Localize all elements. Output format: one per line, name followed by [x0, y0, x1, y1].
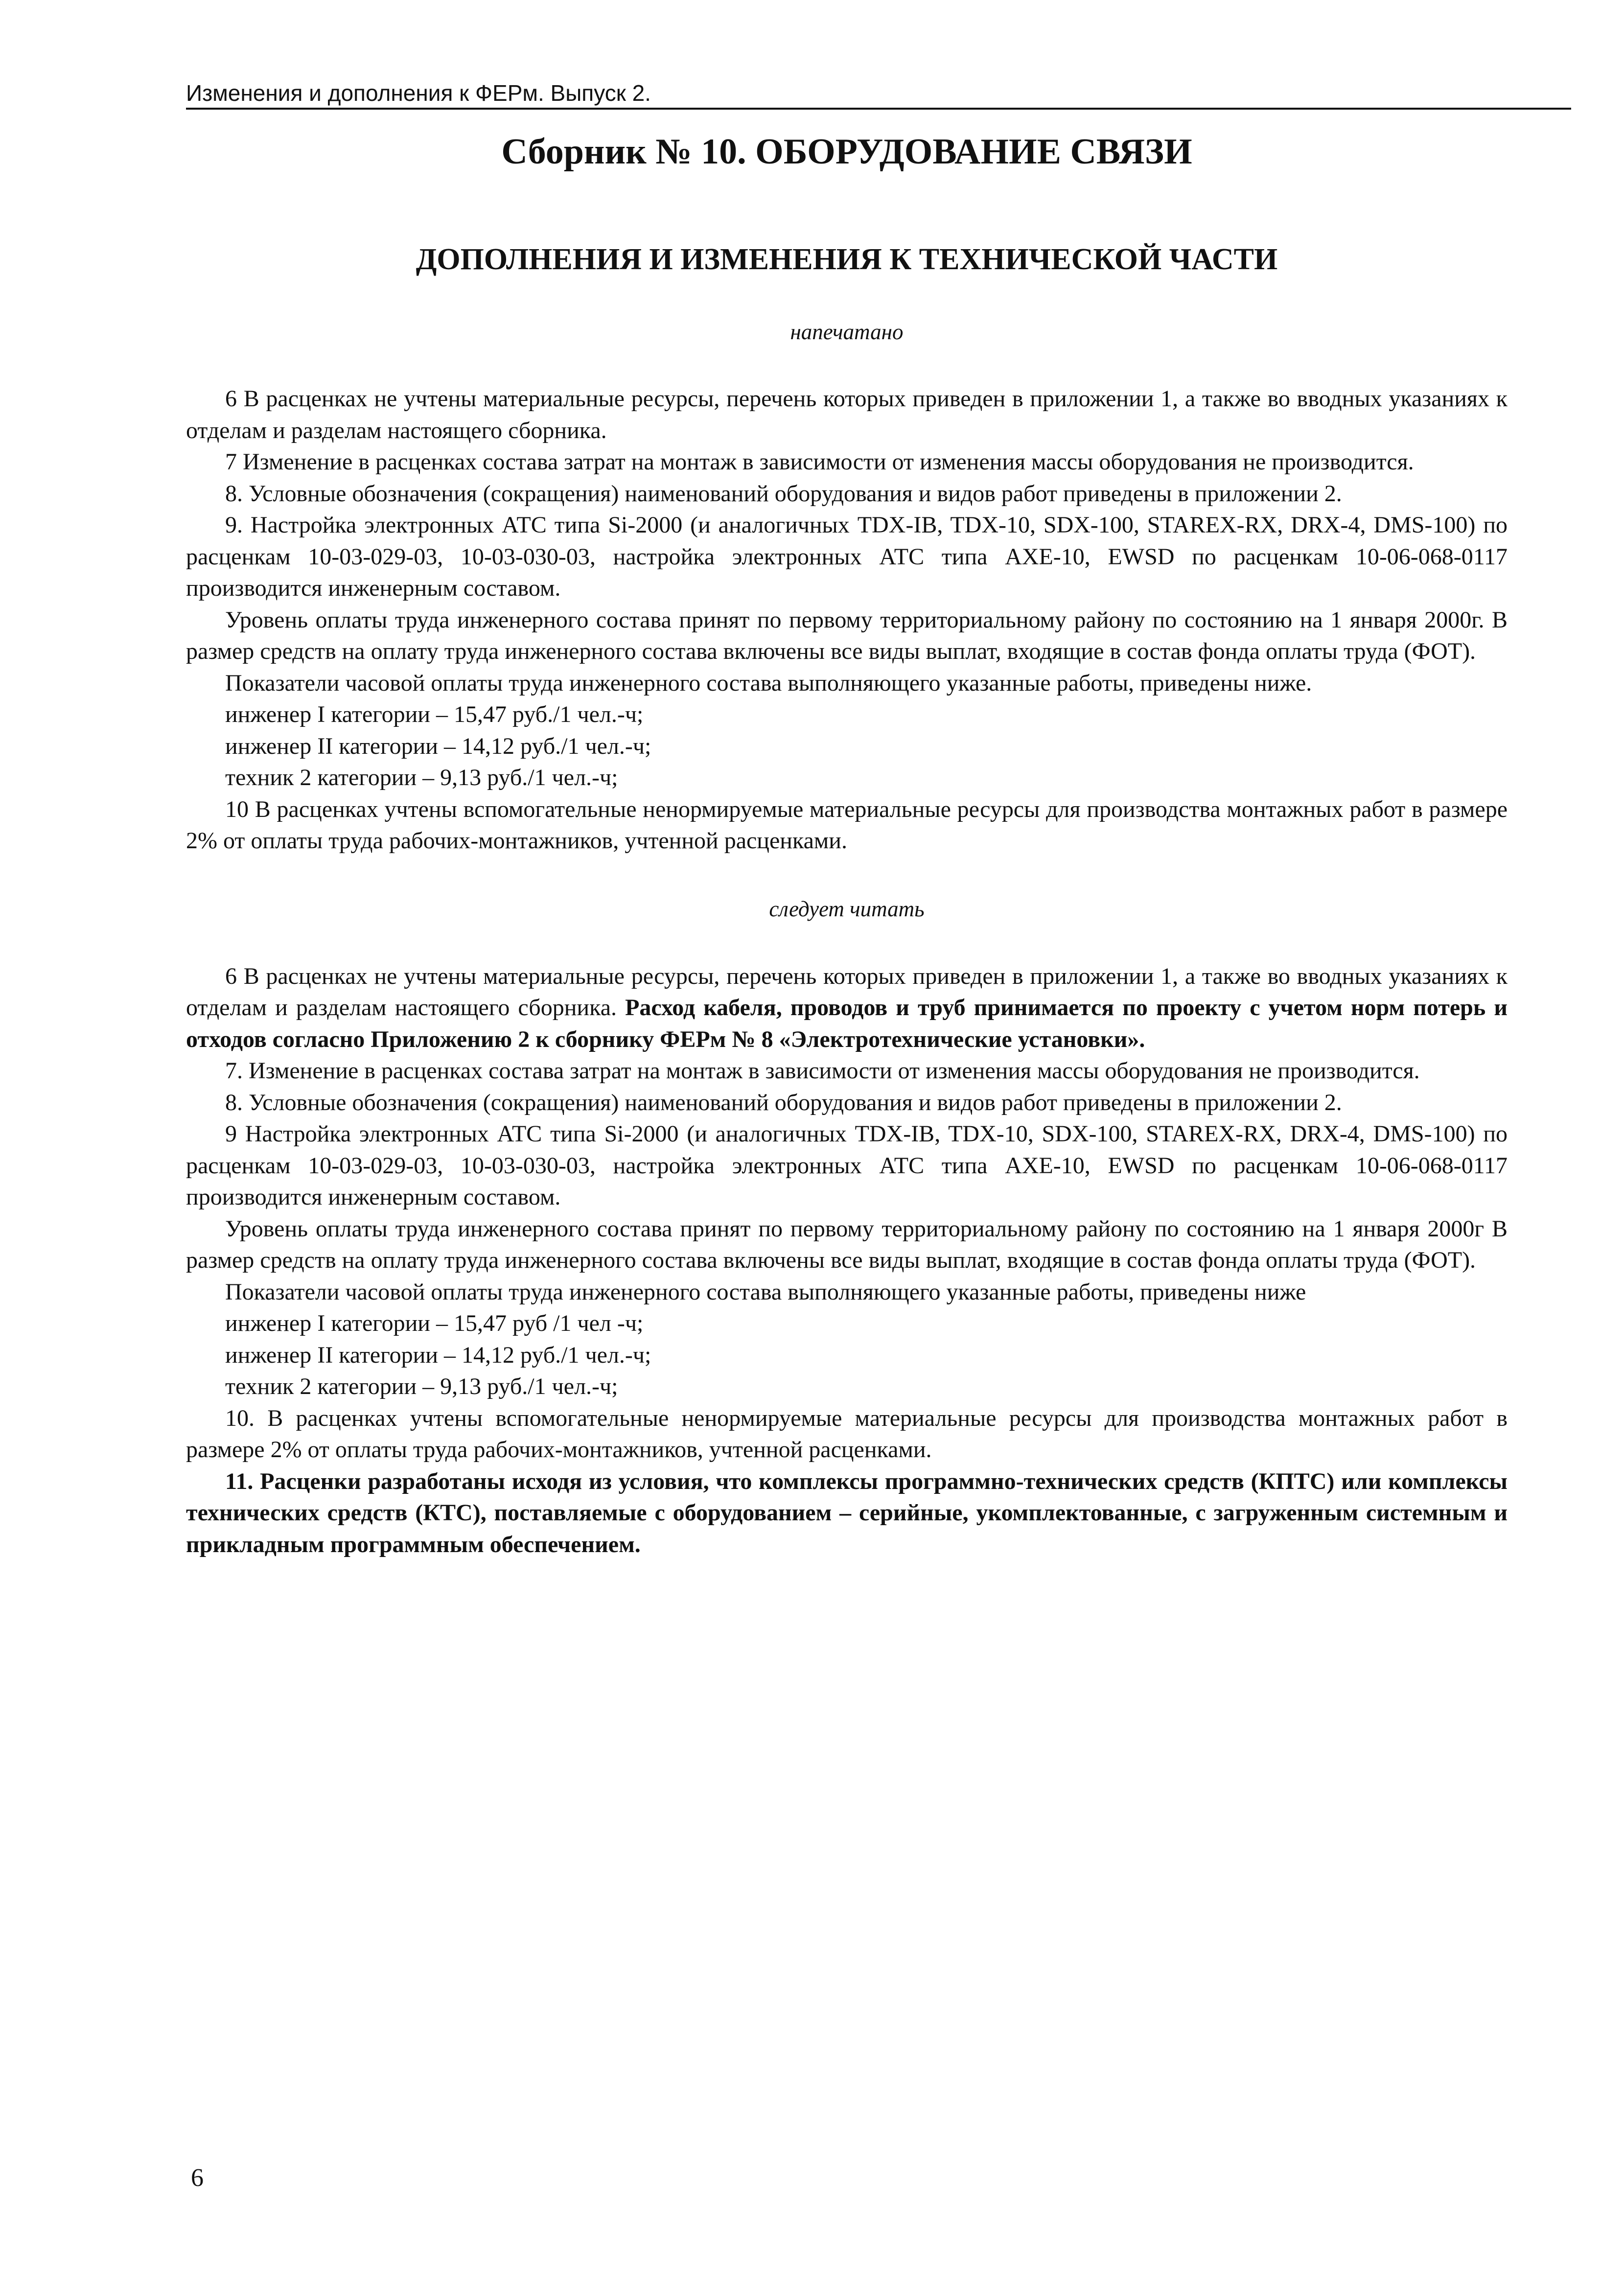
document-body — [186, 130, 1508, 1560]
section-subtitle: ДОПОЛНЕНИЯ И ИЗМЕНЕНИЯ К ТЕХНИЧЕСКОЙ ЧАСТИ — [416, 243, 1278, 276]
corrected-paragraph-7: 7. Изменение в расценках состава затрат на монтаж в зависимости от изменения массы оборудования не производится. — [225, 1058, 1420, 1084]
corrected-paragraph-6 — [186, 961, 1508, 1056]
corrected-rate-engineer-1: инженер I категории – 15,47 руб /1 чел -ч; — [225, 1310, 644, 1336]
printed-paragraph-7: 7 Изменение в расценках состава затрат на монтаж в зависимости от изменения массы оборудования не производится. — [225, 449, 1414, 475]
printed-paragraph-6: 6 В расценках не учтены материальные ресурсы, перечень которых приведен в приложении 1, а также во вводных указаниях к отделам и разделам настоящего сборника. — [186, 386, 1508, 443]
corrected-paragraph-11: 11. Расценки разработаны исходя из условия, что комплексы программно-технических средств (КПТС) или комплексы технических средств (КТС), поставляемые с оборудованием – серийные, укомплектованные, с загруженным системным и прикладным программным обеспечением. — [186, 1468, 1508, 1557]
collection-title: Сборник № 10. ОБОРУДОВАНИЕ СВЯЗИ — [501, 132, 1192, 172]
running-header: Изменения и дополнения к ФЕРм. Выпуск 2. — [186, 78, 1571, 110]
corrected-paragraph-9: 9 Настройка электронных АТС типа Si-2000 (и аналогичных TDX-IB, TDX-10, SDX-100, STAREX-RX, DRX-4, DMS-100) по расценкам 10-03-029-03, 10-03-030-03, настройка электронных АТС типа AXE-10, EWSD по расценкам 10-06-068-0117 производится инженерным составом. — [186, 1121, 1508, 1210]
corrected-paragraph-6-addition: Расход кабеля, проводов и труб принимается по проекту с учетом норм потерь и отходов согласно Приложению 2 к сборнику ФЕРм № 8 «Электротехнические установки». — [186, 995, 1508, 1052]
corrected-block — [186, 961, 1508, 1561]
printed-rate-engineer-1: инженер I категории – 15,47 руб./1 чел.-ч; — [225, 701, 644, 727]
corrected-paragraph-8: 8. Условные обозначения (сокращения) наименований оборудования и видов работ приведены в приложении 2. — [225, 1089, 1342, 1115]
printed-paragraph-8: 8. Условные обозначения (сокращения) наименований оборудования и видов работ приведены в приложении 2. — [225, 480, 1342, 507]
corrected-rate-engineer-2: инженер II категории – 14,12 руб./1 чел.-ч; — [225, 1342, 651, 1368]
printed-paragraph-hourly-rates: Показатели часовой оплаты труда инженерного состава выполняющего указанные работы, приведены ниже. — [225, 670, 1312, 696]
printed-rate-technician-2: техник 2 категории – 9,13 руб./1 чел.-ч; — [225, 765, 618, 790]
corrected-paragraph-6-text: 6 В расценках не учтены материальные ресурсы, перечень которых приведен в приложении 1, а также во вводных указаниях к отделам и разделам настоящего сборника. — [186, 963, 1508, 1021]
printed-paragraph-wage-level: Уровень оплаты труда инженерного состава принят по первому территориальному району по состоянию на 1 января 2000г. В размер средств на оплату труда инженерного состава включены все виды выплат, входящие в состав фонда оплаты труда (ФОТ). — [186, 606, 1508, 664]
printed-paragraph-10: 10 В расценках учтены вспомогательные ненормируемые материальные ресурсы для производства монтажных работ в размере 2% от оплаты труда рабочих-монтажников, учтенной расценками. — [186, 796, 1508, 854]
corrected-label: следует читать — [769, 896, 925, 921]
printed-label: напечатано — [790, 320, 904, 344]
corrected-rate-technician-2: техник 2 категории – 9,13 руб./1 чел.-ч; — [225, 1373, 618, 1399]
page-number: 6 — [191, 2164, 204, 2192]
corrected-paragraph-10: 10. В расценках учтены вспомогательные ненормируемые материальные ресурсы для производства монтажных работ в размере 2% от оплаты труда рабочих-монтажников, учтенной расценками. — [186, 1405, 1508, 1463]
corrected-paragraph-hourly-rates: Показатели часовой оплаты труда инженерного состава выполняющего указанные работы, приведены ниже — [225, 1278, 1306, 1305]
printed-paragraph-9: 9. Настройка электронных АТС типа Si-2000 (и аналогичных TDX-IB, TDX-10, SDX-100, STAREX-RX, DRX-4, DMS-100) по расценкам 10-03-029-03, 10-03-030-03, настройка электронных АТС типа AXE-10, EWSD по расценкам 10-06-068-0117 производится инженерным составом. — [186, 512, 1508, 601]
corrected-paragraph-wage-level: Уровень оплаты труда инженерного состава принят по первому территориальному району по состоянию на 1 января 2000г В размер средств на оплату труда инженерного состава включены все виды выплат, входящие в состав фонда оплаты труда (ФОТ). — [186, 1215, 1508, 1273]
printed-rate-engineer-2: инженер II категории – 14,12 руб./1 чел.-ч; — [225, 733, 651, 759]
printed-block — [186, 383, 1508, 857]
